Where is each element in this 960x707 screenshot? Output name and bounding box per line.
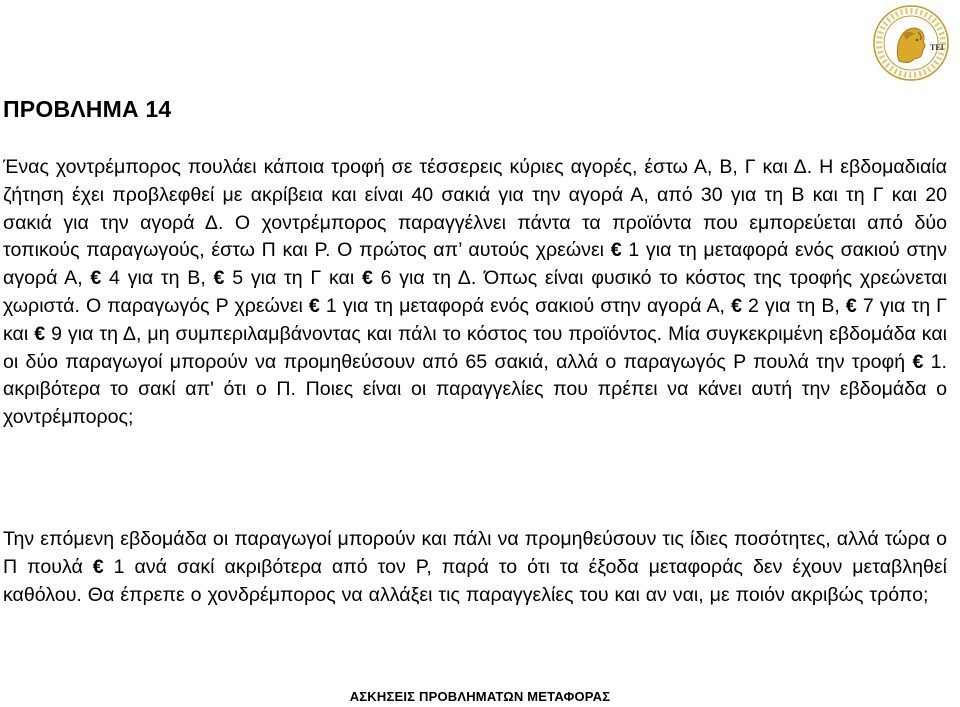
euro-sign: € (90, 267, 102, 290)
text-segment: Ένας χοντρέμπορος πουλάει κάποια τροφή σε τέσσερεις κύριες αγορές, έστω Α, Β, Γ και Δ. Η εβδομαδιαία ζήτηση έχει προβλεφθεί με ακρίβεια και είναι 40 σακιά για την αγορά Α, από 30 για τη Β και τη Γ και 20 σακιά για την αγορά Δ. Ο χοντρέμπορος παραγγέλνει πάντα τα προϊόντα που εμπορεύεται από δύο τοπικούς παραγωγούς, έστω Π και Ρ. Ο πρώτος απ’ αυτούς χρεώνει (3, 156, 947, 262)
seal-emblem-icon (872, 4, 950, 82)
text-segment: 1. ακριβότερα το σακί απ' ότι ο Π. Ποιες είναι οι παραγγελίες που πρέπει να κάνει αυτή την εβδομάδα ο χοντρέμπορος; (3, 350, 947, 429)
euro-sign: € (92, 555, 104, 578)
euro-sign: € (610, 239, 622, 262)
euro-sign: € (308, 294, 320, 317)
text-segment: 1 για τη μεταφορά ενός σακιού στην αγορά Α, (3, 239, 947, 290)
problem-statement-paragraph (3, 154, 947, 432)
text-segment: 7 για τη Γ και (3, 294, 947, 345)
euro-sign: € (845, 294, 857, 317)
euro-sign: € (361, 267, 373, 290)
euro-sign: € (213, 267, 225, 290)
institution-logo-seal (872, 4, 950, 82)
follow-up-question-paragraph (3, 526, 947, 609)
text-segment: Την επόμενη εβδομάδα οι παραγωγοί μπορούν και πάλι να προμηθεύσουν τις ίδιες ποσότητες, αλλά τώρα ο Π πουλά (3, 528, 947, 578)
text-segment: 4 για τη Β, (101, 267, 214, 290)
text-segment: 6 για τη Δ. Όπως είναι φυσικό το κόστος της τροφής χρεώνεται χωριστά. Ο παραγωγός Ρ χρεώνει (3, 267, 947, 317)
euro-sign: € (912, 350, 924, 373)
euro-sign: € (34, 322, 46, 345)
page-footer: ΑΣΚΗΣΕΙΣ ΠΡΟΒΛΗΜΑΤΩΝ ΜΕΤΑΦΟΡΑΣ (349, 689, 611, 704)
euro-sign: € (731, 294, 742, 317)
seal-letters: ΤΕΙ (930, 43, 944, 52)
text-segment: 5 για τη Γ και (224, 267, 362, 290)
text-segment: 1 για τη μεταφορά ενός σακιού στην αγορά Α, (319, 294, 732, 317)
text-segment: 1 ανά σακί ακριβότερα από τον Ρ, παρά το ότι τα έξοδα μεταφοράς δεν έχουν μεταβληθεί καθόλου. Θα έπρεπε ο χονδρέμπορος να αλλάξει τις παραγγελίες του και αν ναι, με ποιόν ακριβώς τρόπο; (3, 555, 947, 606)
text-segment: 2 για τη Β, (741, 294, 846, 317)
problem-title: ΠΡΟΒΛΗΜΑ 14 (3, 96, 172, 122)
text-segment: 9 για τη Δ, μη συμπεριλαμβάνοντας και πάλι το κόστος του προϊόντος. Μία συγκεκριμένη εβδομάδα και οι δύο παραγωγοί μπορούν να προμηθεύσουν από 65 σακιά, αλλά ο παραγωγός Ρ πουλά την τροφή (3, 322, 948, 373)
